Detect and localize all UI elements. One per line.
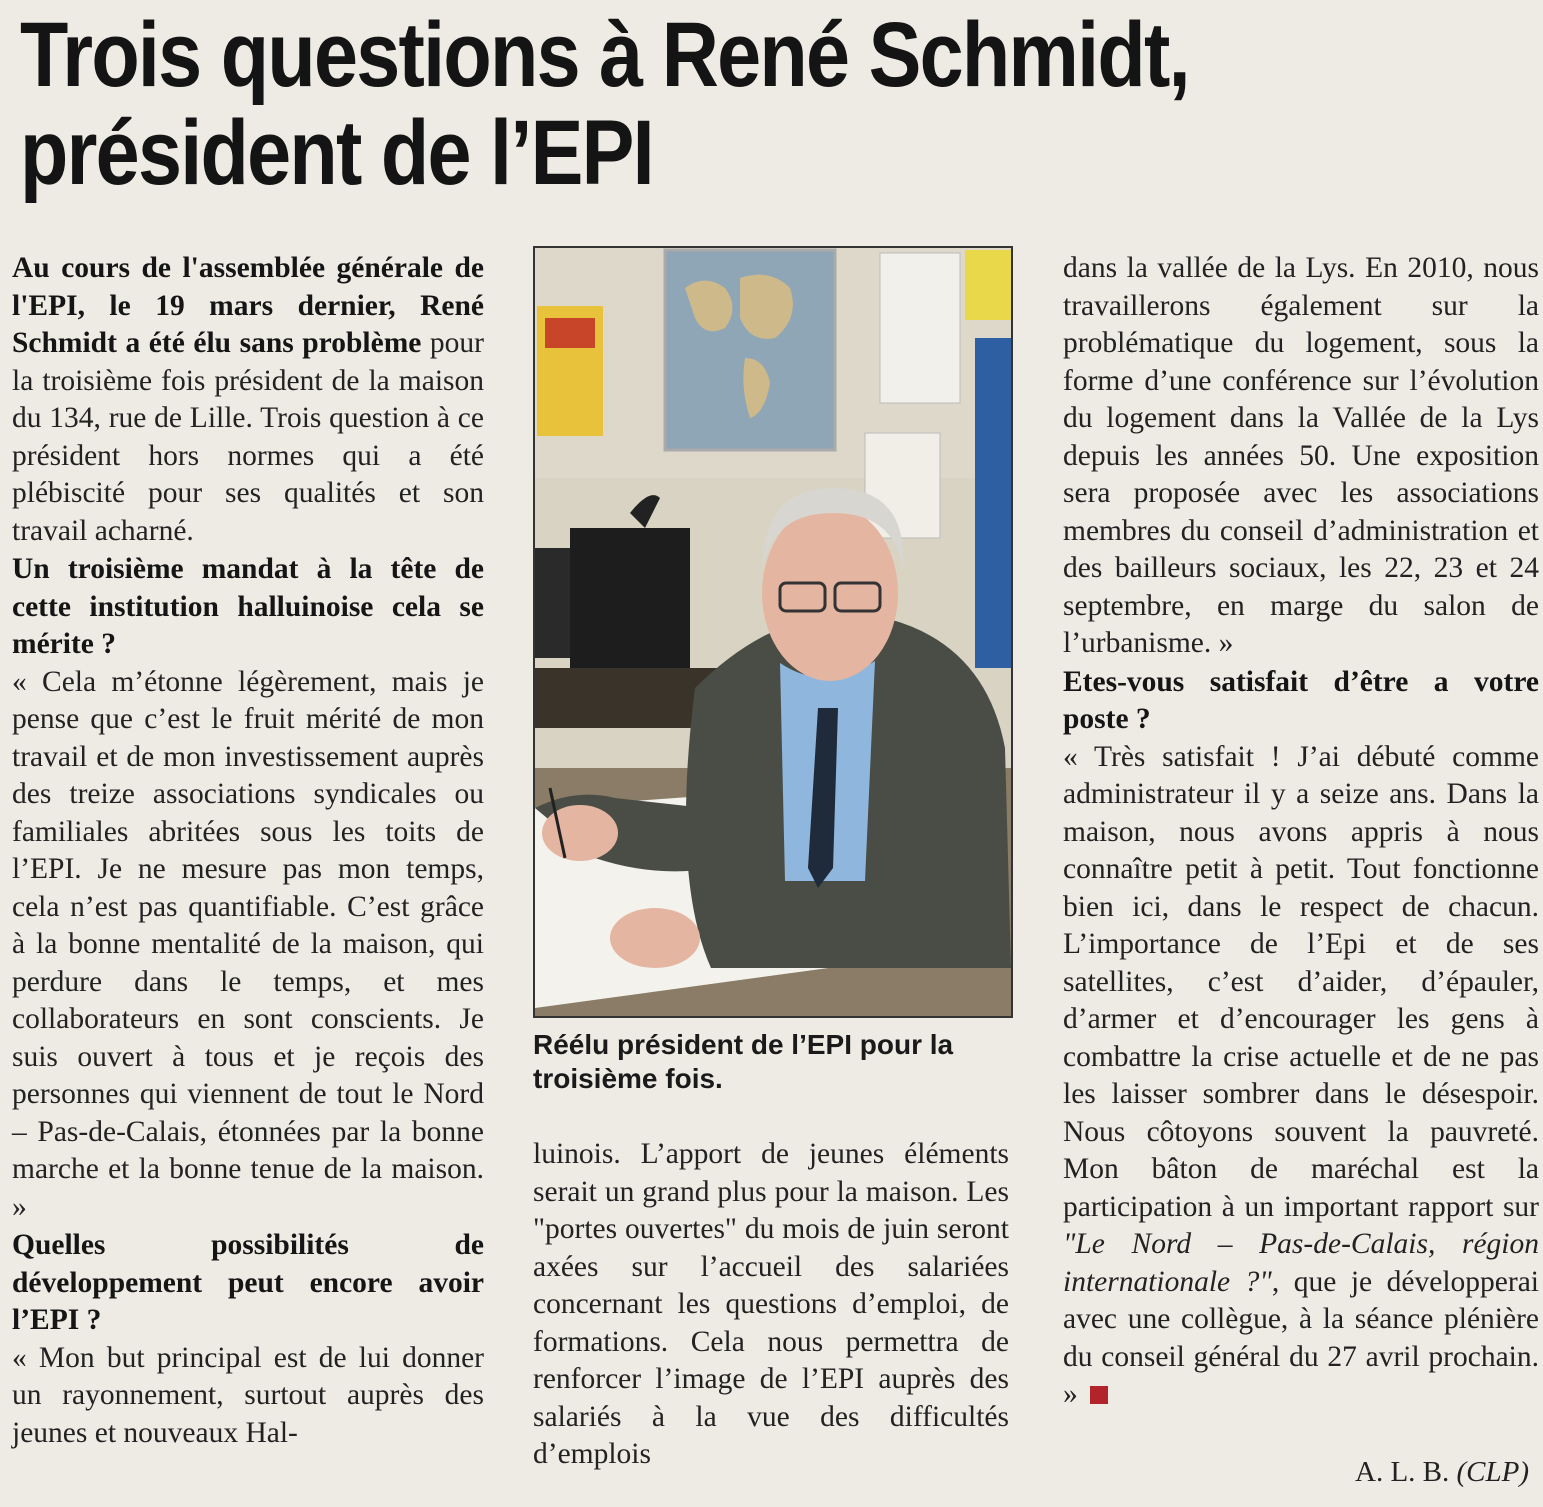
end-of-article-square-icon xyxy=(1090,1386,1108,1404)
intro-lead: Au cours de l'assemblée générale de l'EPI, le 19 mars dernier, René Schmidt a été élu sans problème xyxy=(12,252,484,359)
question-3: Etes-vous satisfait d’être a votre poste ? xyxy=(1063,665,1539,735)
author-agency: (CLP) xyxy=(1456,1456,1529,1488)
photo-caption: Réélu président de l’EPI pour la troisième fois. xyxy=(533,1029,954,1094)
question-2: Quelles possibilités de développement peut encore avoir l’EPI ? xyxy=(12,1229,484,1336)
headline-line-2: président de l’EPI xyxy=(20,102,653,204)
question-1: Un troisième mandat à la tête de cette institution halluinoise cela se mérite ? xyxy=(12,553,484,660)
answer-2-part-1: « Mon but principal est de lui donner un rayonnement, surtout auprès des jeunes et nouveaux Hal- xyxy=(12,1341,484,1449)
headline-line-1: Trois questions à René Schmidt, xyxy=(20,4,1189,106)
answer-2-part-2: luinois. L’apport de jeunes éléments serait un grand plus pour la maison. Les "portes ouvertes" du mois de juin seront axées sur l’accueil des salariées concernant les questions d’emploi, de formations. Cela nous permettra de renforcer l’image de l’EPI auprès des salariés à la vue des difficultés d’emplois xyxy=(533,1138,1009,1470)
answer-1: « Cela m’étonne légèrement, mais je pense que c’est le fruit mérité de mon travail et de mon investissement auprès des treize associations syndicales ou familiales abritées sous les toits de l’EPI. Je ne mesure pas mon temps, cela n’est pas quantifiable. C’est grâce à la bonne mentalité de la maison, qui perdure dans le temps, et mes collaborateurs en sont conscients. Je suis ouvert à tous et je reçois des personnes qui viennent de tout le Nord – Pas-de-Calais, étonnées par la bonne marche et la bonne tenue de la maison. » xyxy=(12,665,484,1223)
intro-paragraph xyxy=(12,250,484,550)
answer-3-text-b: , que je développerai avec une collègue, à la séance plénière du conseil général du 27 avril prochain. » xyxy=(1063,1265,1539,1410)
author-signature xyxy=(1355,1456,1529,1489)
answer-3-text-a: « Très satisfait ! J’ai débuté comme administrateur il y a seize ans. Dans la maison, nous avons appris à nous connaître petit à petit. Tout fonctionne bien ici, dans le respect de chacun. L’importance de l’Epi et de ses satellites, c’est d’aider, d’épauler, d’armer et d’encourager les gens à combattre la crise actuelle et de ne pas les laisser sombrer dans le désespoir. Nous côtoyons souvent la pauvreté. Mon bâton de maréchal est la participation à un important rapport sur xyxy=(1063,740,1539,1223)
author-initials: A. L. B. xyxy=(1355,1456,1450,1488)
column-2 xyxy=(533,1136,1009,1474)
headline xyxy=(20,6,1224,202)
column-3 xyxy=(1063,250,1539,1414)
report-title: "Le Nord – Pas-de-Calais, région internationale ?" xyxy=(1063,1228,1539,1298)
column-1 xyxy=(12,250,484,1452)
answer-2-part-3: dans la vallée de la Lys. En 2010, nous travaillerons également sur la problématique du logement, sous la forme d’une conférence sur l’évolution du logement dans la Vallée de la Lys depuis les années 50. Une exposition sera proposée avec les associations membres du conseil d’administration et des bailleurs sociaux, les 22, 23 et 24 septembre, en marge du salon de l’urbanisme. » xyxy=(1063,252,1539,659)
intro-text: pour la troisième fois président de la maison du 134, rue de Lille. Trois question à ce président hors normes qui a été plébiscité pour ses qualités et son travail acharné. xyxy=(12,327,485,547)
portrait-photo xyxy=(533,246,1013,1018)
answer-3 xyxy=(1063,739,1539,1414)
